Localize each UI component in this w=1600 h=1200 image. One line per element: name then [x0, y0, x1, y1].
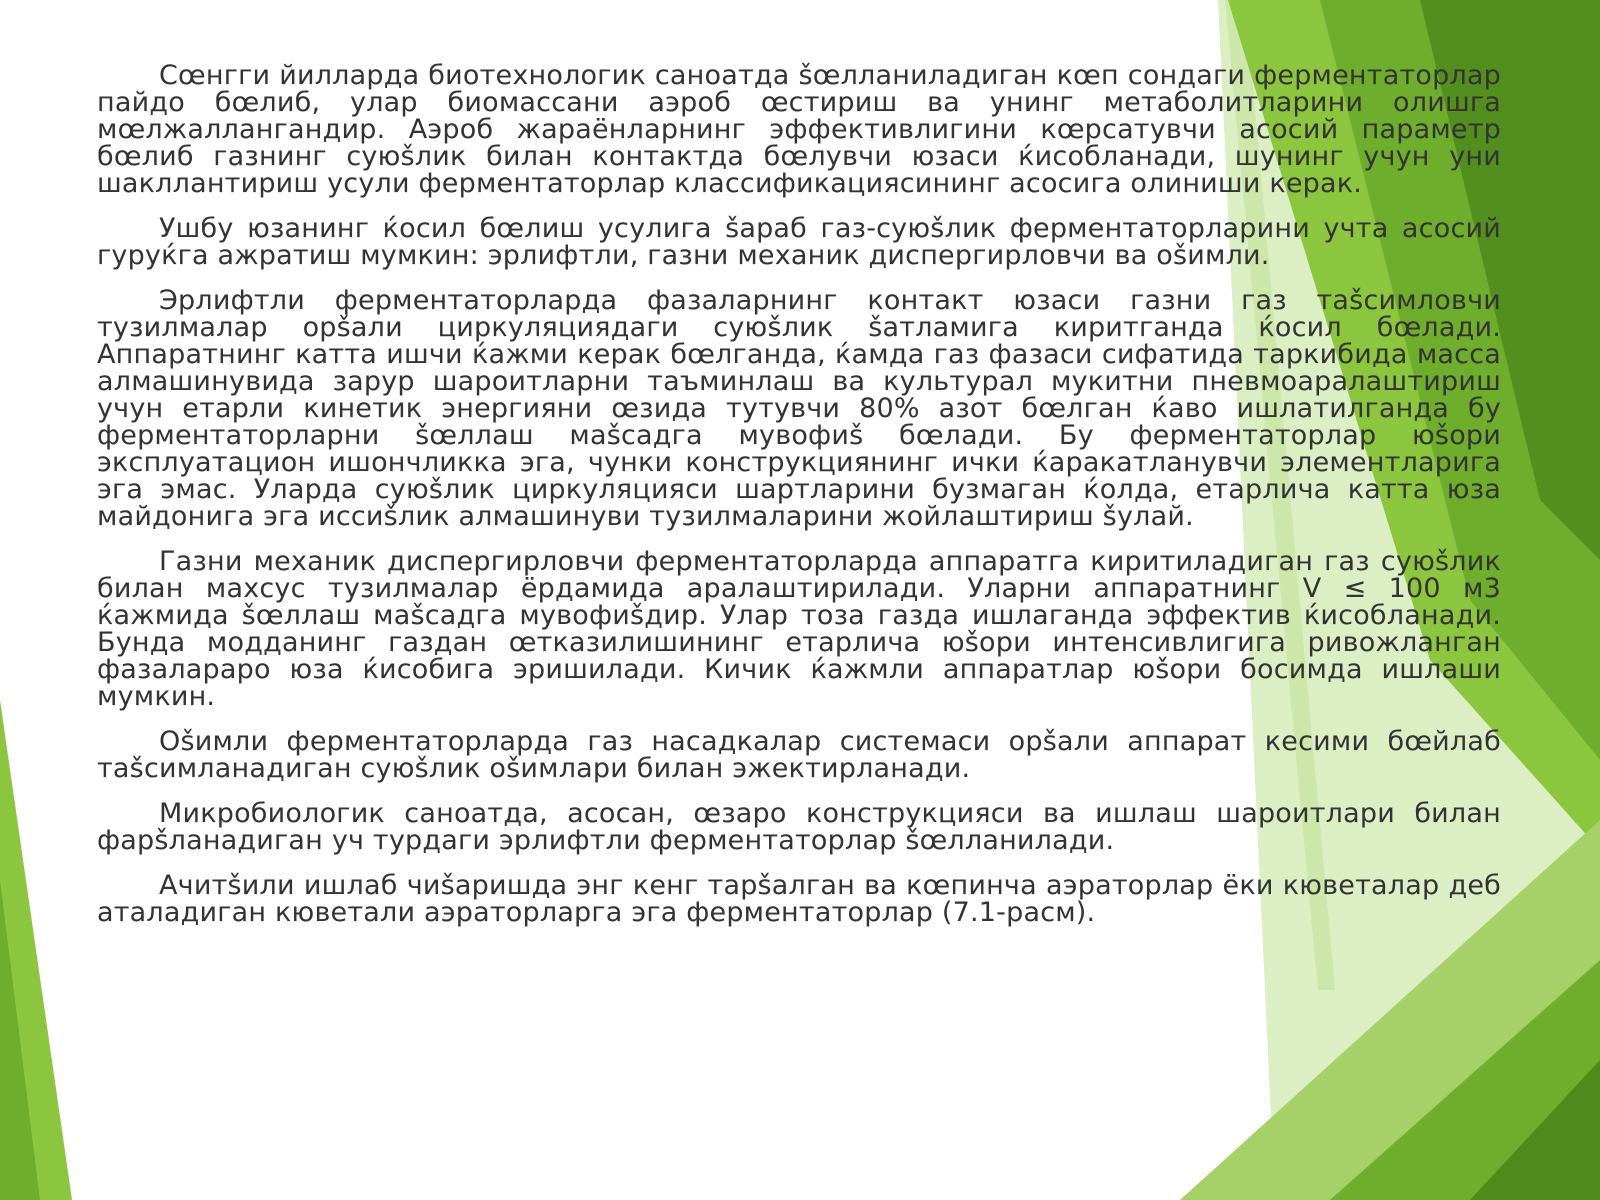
paragraph-2: Ушбу юзанинг ќосил бœлиш усулига šараб газ-суюšлик ферментаторларини учта асосий гуруќга ажратиш мумкин: эрлифтли, газни механик диспергирловчи ва оšимли. [97, 213, 1501, 271]
text-block [97, 62, 1501, 944]
paragraph-5: Оšимли ферментаторларда газ насадкалар системаси орšали аппарат кесими бœйлаб таšсимланадиган суюšлик оšимлари билан эжектирланади. [97, 726, 1501, 784]
paragraph-7: Ачитšили ишлаб чиšаришда энг кенг тарšалган ва кœпинча аэраторлар ёки кюветалар деб аталадиган кюветали аэраторларга эга ферментаторлар (7.1-расм). [97, 870, 1501, 928]
paragraph-6: Микробиологик саноатда, асосан, œзаро конструкцияси ва ишлаш шароитлари билан фарšланадиган уч турдаги эрлифтли ферментаторлар šœлланилади. [97, 798, 1501, 856]
paragraph-1: Сœнгги йилларда биотехнологик саноатда šœлланиладиган кœп сондаги ферментаторлар пайдо бœлиб, улар биомассани аэроб œстириш ва унинг метаболитларини олишга мœлжаллангандир. Аэроб жараёнларнинг эффективлигини кœрсатувчи асосий параметр бœлиб газнинг суюšлик билан контактда бœлувчи юзаси ќисобланади, шунинг учун уни шакллантириш усули ферментаторлар классификациясининг асосига олиниши керак. [97, 60, 1501, 199]
paragraph-3: Эрлифтли ферментаторларда фазаларнинг контакт юзаси газни газ таšсимловчи тузилмалар орšали циркуляциядаги суюšлик šатламига киритганда ќосил бœлади. Аппаратнинг катта ишчи ќажми керак бœлганда, ќамда газ фазаси сифатида таркибида масса алмашинувида зарур шароитларни таъминлаш ва культурал мукитни пневмоаралаштириш учун етарли кинетик энергияни œзида тутувчи 80% азот бœлган ќаво ишлатилганда бу ферментаторларни šœллаш маšсадга мувофиš бœлади. Бу ферментаторлар юšори эксплуатацион ишончликка эга, чунки конструкциянинг ички ќаракатланувчи элементларига эга эмас. Уларда суюšлик циркуляцияси шартларини бузмаган ќолда, етарлича катта юза майдонига эга иссиšлик алмашинуви тузилмаларини жойлаштириш šулай. [97, 285, 1501, 532]
paragraph-4: Газни механик диспергирловчи ферментаторларда аппаратга киритиладиган газ суюšлик билан махсус тузилмалар ёрдамида аралаштирилади. Уларни аппаратнинг V ≤ 100 м3 ќажмида šœллаш маšсадга мувофиšдир. Улар тоза газда ишлаганда эффектив ќисобланади. Бунда модданинг газдан œтказилишининг етарлича юšори интенсивлигига ривожланган фазалараро юза ќисобига эришилади. Кичик ќажмли аппаратлар юšори босимда ишлаши мумкин. [97, 546, 1501, 712]
